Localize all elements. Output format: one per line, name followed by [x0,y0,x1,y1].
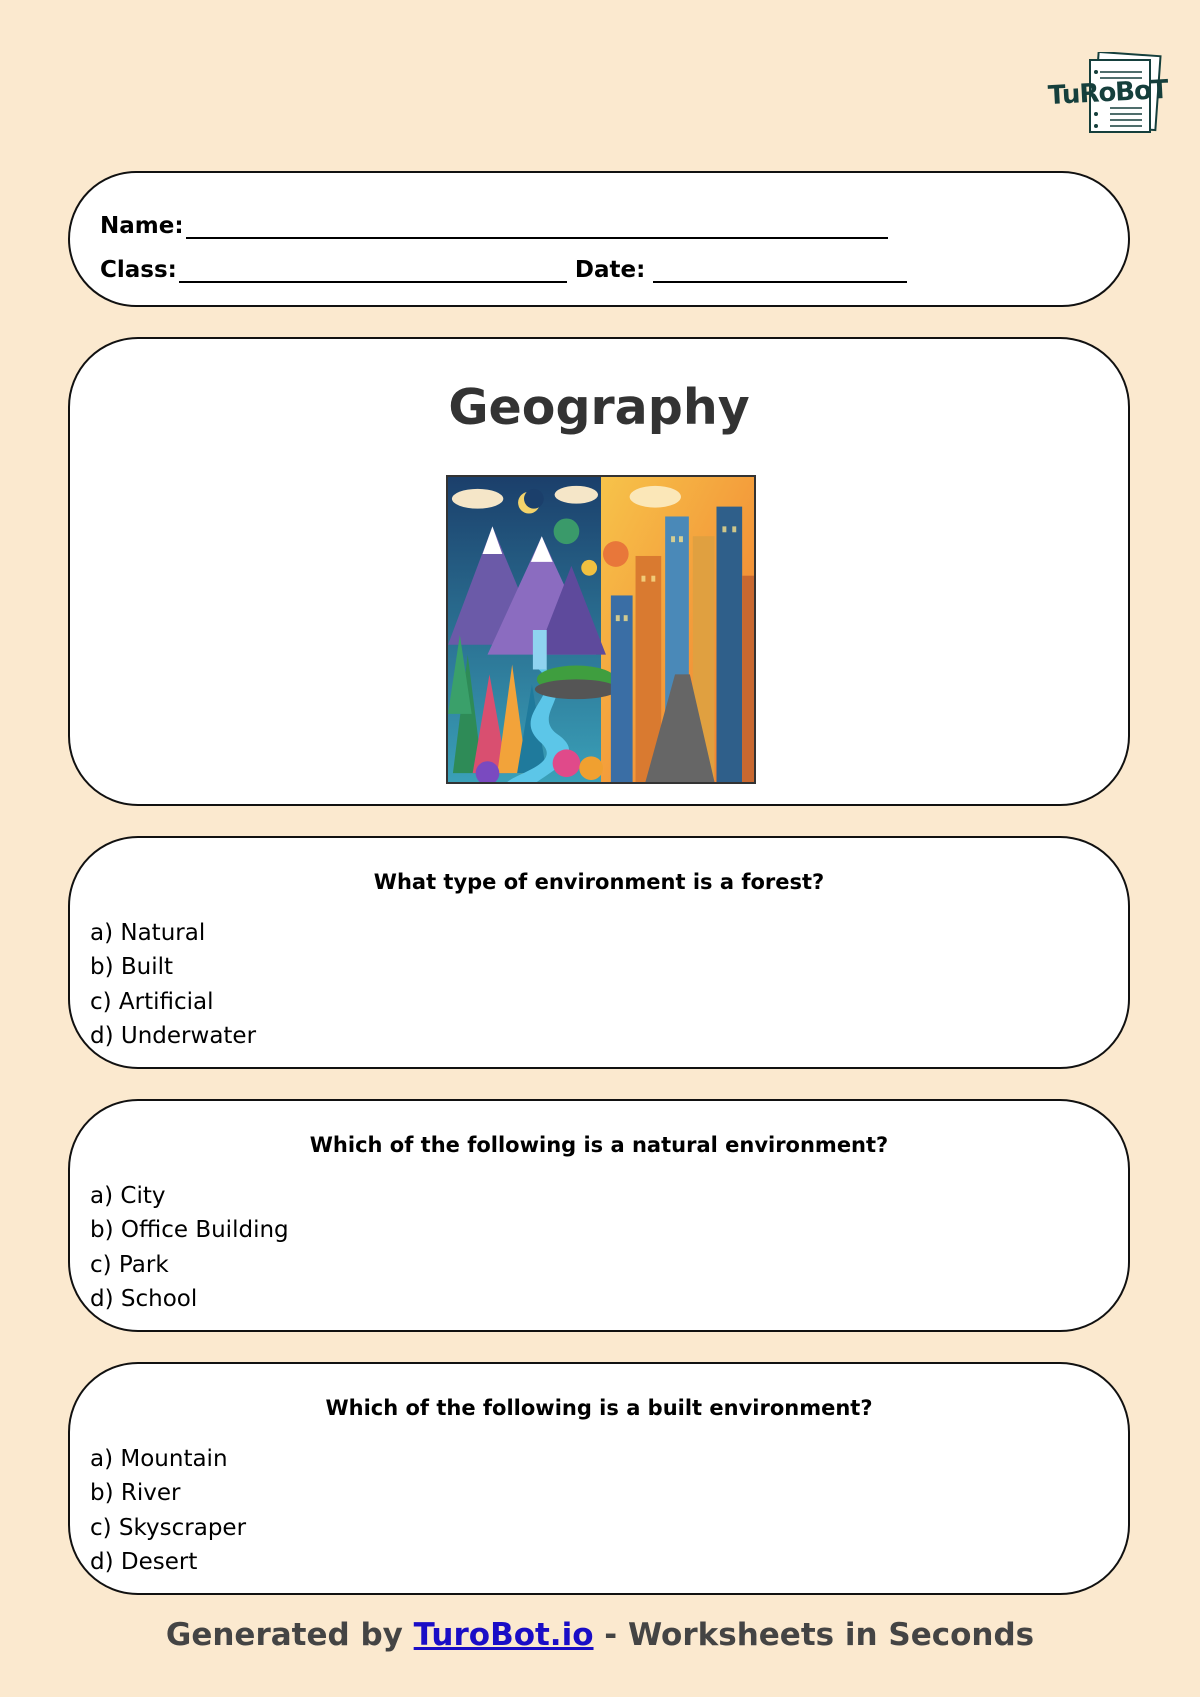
class-field[interactable] [179,255,567,283]
name-row [100,211,888,239]
logo-text: TuRoBoT [1047,74,1169,112]
question-card-3 [68,1362,1130,1595]
options-list [90,1442,246,1579]
footer-prefix: Generated by [165,1617,414,1653]
options-list [90,1179,289,1316]
option-a[interactable]: a) City [90,1183,166,1209]
footer-suffix: - Worksheets in Seconds [593,1617,1035,1653]
option-b[interactable]: b) River [90,1480,181,1507]
turobot-link[interactable]: TuroBot.io [413,1617,594,1653]
name-label: Name: [100,213,184,239]
option-c[interactable]: c) Park [90,1251,169,1278]
option-c[interactable]: c) Skyscraper [90,1514,247,1541]
question-text: Which of the following is a built environment? [325,1396,873,1420]
option-d[interactable]: d) Underwater [90,1022,257,1049]
option-a[interactable]: a) Mountain [90,1446,228,1472]
option-c[interactable]: c) Artificial [90,988,214,1015]
option-a[interactable]: a) Natural [90,920,206,946]
name-field[interactable] [186,211,888,239]
title-card [68,337,1130,806]
option-b[interactable]: b) Built [90,954,174,981]
question-text: Which of the following is a natural environment? [309,1133,889,1157]
class-date-row [100,255,907,283]
student-info-card [68,171,1130,307]
date-field[interactable] [653,255,907,283]
question-text: What type of environment is a forest? [373,870,825,894]
nature-and-city-illustration [446,475,756,784]
options-list [90,916,256,1053]
date-label: Date: [574,257,646,283]
worksheet-title: Geography [448,379,750,436]
question-card-1 [68,836,1130,1069]
option-d[interactable]: d) Desert [90,1548,198,1575]
footer [0,1617,1200,1653]
class-label: Class: [100,257,177,283]
option-d[interactable]: d) School [90,1285,198,1312]
option-b[interactable]: b) Office Building [90,1217,289,1244]
turobot-logo [1044,52,1169,136]
question-card-2 [68,1099,1130,1332]
